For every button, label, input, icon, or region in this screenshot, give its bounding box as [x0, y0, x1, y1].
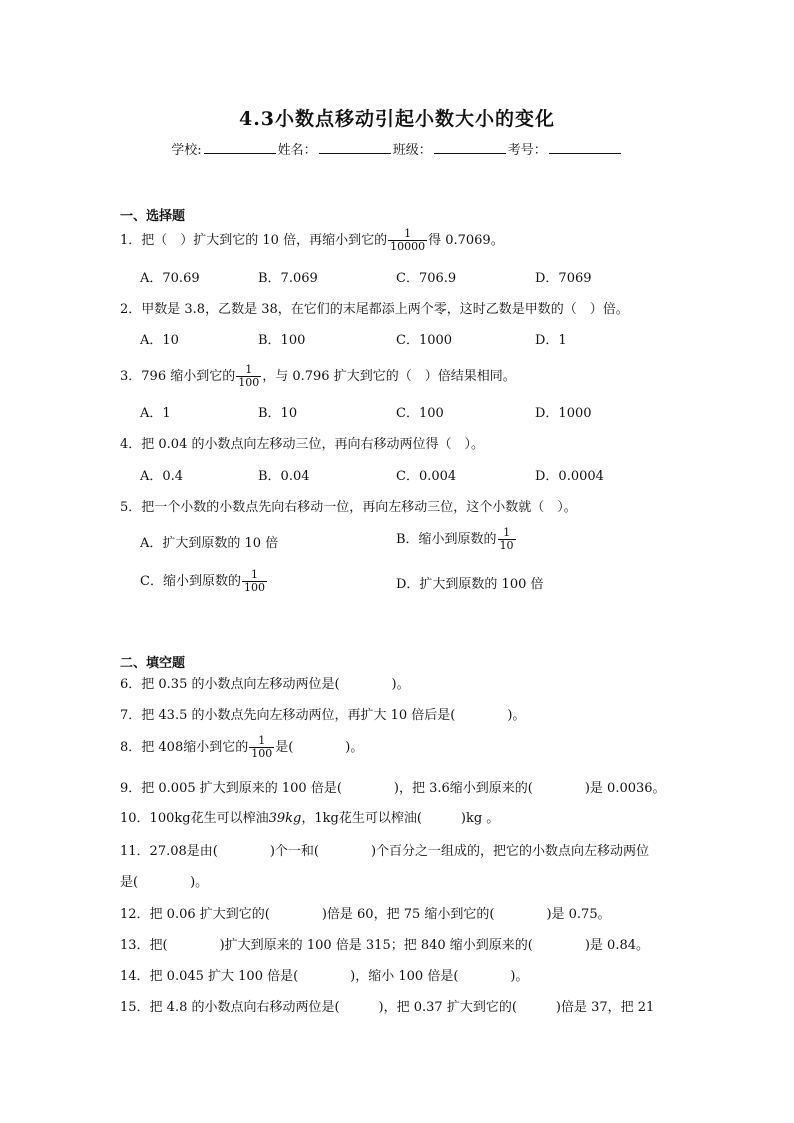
q3-option-b: B．10: [258, 406, 298, 421]
question-1-text-end: 得 0.7069。: [428, 233, 504, 249]
q2-option-c: C．1000: [396, 333, 453, 348]
denominator: 100: [251, 747, 273, 761]
question-5: 5．把一个小数的小数点先向右移动一位，再向左移动三位，这个小数就（ ）。: [120, 500, 577, 515]
school-blank[interactable]: [204, 140, 276, 154]
q4-option-a: A．0.4: [140, 469, 184, 484]
question-9: 9．把 0.005 扩大到原来的 100 倍是( )，把 3.6缩小到原来的( )是 0.0036。: [120, 781, 666, 796]
q5-option-c-text: C．缩小到原数的: [140, 574, 241, 590]
page-title: 4.3小数点移动引起小数大小的变化: [238, 108, 556, 130]
question-8: [120, 735, 363, 760]
numerator: 1: [250, 568, 258, 581]
numerator: 1: [503, 526, 511, 539]
exam-no-blank[interactable]: [549, 140, 621, 154]
q5-option-a: A．扩大到原数的 10 倍: [140, 536, 279, 551]
numerator: 1: [404, 227, 412, 240]
class-blank[interactable]: [434, 140, 506, 154]
denominator: 10: [499, 539, 514, 553]
question-11: 11．27.08是由( )个一和( )个百分之一组成的，把它的小数点向左移动两位: [120, 844, 650, 859]
question-12: 12．把 0.06 扩大到它的( )倍是 60，把 75 缩小到它的( )是 0.75。: [120, 907, 611, 922]
question-3: [120, 364, 516, 389]
fraction: [388, 228, 427, 253]
q3-option-d: D．1000: [535, 406, 592, 421]
fraction: [242, 569, 267, 594]
q4-option-d: D．0.0004: [535, 469, 604, 484]
fraction: [236, 364, 261, 389]
q4-option-b: B．0.04: [258, 469, 310, 484]
question-3-text: 3．796 缩小到它的: [120, 369, 236, 385]
question-1: [120, 228, 504, 253]
q2-option-a: A．10: [140, 333, 179, 348]
question-11-continued: 是( )。: [120, 875, 209, 890]
question-3-text-end: ，与 0.796 扩大到它的（ ）倍结果相同。: [262, 369, 516, 385]
quantity: 100kg: [149, 811, 191, 826]
denominator: 100: [238, 376, 260, 390]
student-info-line: [0, 139, 794, 158]
q5-option-c: [140, 569, 268, 594]
fraction: [498, 527, 516, 552]
question-2: 2．甲数是 3.8，乙数是 38，在它们的末尾都添上两个零，这时乙数是甲数的（ ）倍。: [120, 302, 629, 317]
q2-option-d: D．1: [535, 333, 567, 348]
numerator: 1: [258, 734, 266, 747]
question-13: 13．把( )扩大到原来的 100 倍是 315；把 840 缩小到原来的( )是 0.84。: [120, 938, 650, 953]
q1-option-c: C．706.9: [396, 271, 457, 286]
q5-option-b: [396, 527, 517, 552]
q2-option-b: B．100: [258, 333, 306, 348]
quantity: 39kg: [268, 811, 302, 826]
name-blank[interactable]: [319, 140, 391, 154]
numerator: 1: [245, 363, 253, 376]
question-8-text: 8．把 408缩小到它的: [120, 740, 249, 756]
q3-option-a: A．1: [140, 406, 171, 421]
denominator: 10000: [390, 240, 426, 254]
q1-option-d: D．7069: [535, 271, 592, 286]
question-14: 14．把 0.045 扩大 100 倍是( )，缩小 100 倍是( )。: [120, 969, 529, 984]
quantity: 1kg: [314, 811, 339, 826]
question-6: 6．把 0.35 的小数点向左移动两位是( )。: [120, 677, 410, 692]
q1-option-a: A．70.69: [140, 271, 200, 286]
question-8-text-end: 是( )。: [275, 740, 364, 756]
q3-option-c: C．100: [396, 406, 444, 421]
class-label: 班级：: [392, 143, 432, 158]
question-7: 7．把 43.5 的小数点先向左移动两位，再扩大 10 倍后是( )。: [120, 708, 526, 723]
question-15: 15．把 4.8 的小数点向右移动两位是( )，把 0.37 扩大到它的( )倍是 37，把 21: [120, 1000, 655, 1015]
question-10: [120, 812, 499, 825]
denominator: 100: [243, 581, 265, 595]
q1-option-b: B．7.069: [258, 271, 318, 286]
q5-option-d: D．扩大到原数的 100 倍: [396, 577, 544, 592]
q4-option-c: C．0.004: [396, 469, 457, 484]
question-10-text: 花生可以榨油: [190, 811, 269, 826]
separator: ，: [301, 811, 315, 826]
name-label: 姓名：: [277, 143, 317, 158]
question-10-number: 10．: [120, 811, 150, 826]
fraction: [249, 735, 274, 760]
question-1-text: 1．把（ ）扩大到它的 10 倍，再缩小到它的: [120, 233, 388, 249]
section-heading-choice: 一、选择题: [120, 209, 186, 224]
section-heading-fill: 二、填空题: [120, 656, 186, 671]
exam-no-label: 考号：: [507, 143, 547, 158]
question-4: 4．把 0.04 的小数点向左移动三位，再向右移动两位得（ ）。: [120, 437, 484, 452]
question-10-text-end: 花生可以榨油( )kg 。: [338, 811, 500, 826]
school-label: 学校:: [171, 143, 202, 158]
q5-option-b-text: B．缩小到原数的: [396, 532, 497, 548]
